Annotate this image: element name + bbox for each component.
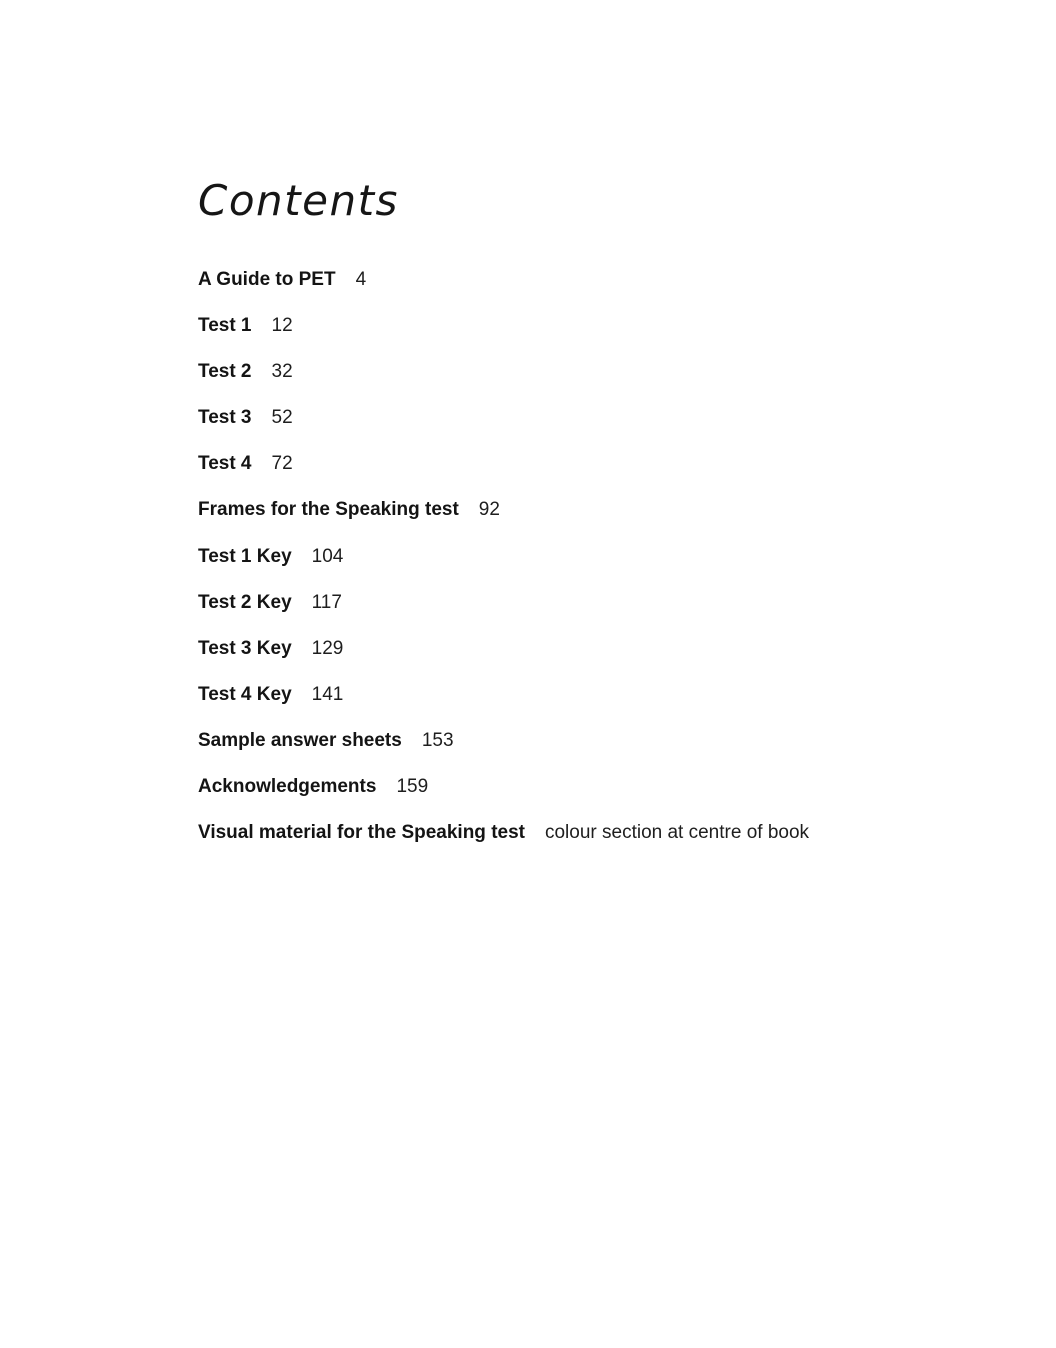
toc-entry — [198, 635, 809, 681]
toc-entry — [198, 681, 809, 727]
toc-entry-title: Test 4 Key — [198, 683, 292, 705]
toc-entry-page: 129 — [311, 637, 344, 659]
toc-entry-page: 153 — [421, 729, 454, 751]
table-of-contents — [198, 266, 809, 865]
toc-entry-page: 4 — [355, 269, 367, 290]
page-title: Contents — [198, 176, 399, 225]
toc-entry — [198, 589, 809, 635]
toc-entry-page: 159 — [396, 776, 429, 798]
toc-entry-page: 92 — [478, 499, 500, 521]
toc-entry-title: Test 2 — [198, 361, 252, 383]
toc-entry — [198, 450, 809, 496]
toc-entry-title: Test 4 — [198, 453, 252, 475]
toc-entry-page: 12 — [271, 315, 293, 337]
toc-entry-title: Test 3 Key — [198, 637, 292, 659]
toc-entry — [198, 727, 809, 773]
toc-entry-page: 117 — [311, 591, 342, 613]
toc-entry — [198, 312, 809, 358]
toc-entry — [198, 266, 809, 312]
toc-entry — [198, 404, 809, 450]
toc-entry-title: Visual material for the Speaking test — [198, 822, 525, 844]
toc-entry-title: Sample answer sheets — [198, 729, 402, 751]
toc-entry-title: Test 1 — [198, 315, 252, 337]
toc-entry-title: A Guide to PET — [198, 269, 336, 290]
toc-entry-title: Test 2 Key — [198, 591, 292, 613]
toc-entry-title: Acknowledgements — [198, 776, 377, 798]
toc-entry — [198, 773, 809, 819]
toc-entry — [198, 819, 809, 865]
toc-entry-page: 32 — [271, 361, 293, 383]
toc-entry — [198, 496, 809, 542]
toc-entry-title: Test 3 — [198, 407, 252, 429]
toc-entry — [198, 543, 809, 589]
toc-entry-page: 52 — [271, 407, 293, 429]
toc-entry-title: Test 1 Key — [198, 545, 292, 567]
toc-entry-page: 141 — [311, 683, 344, 705]
toc-entry-title: Frames for the Speaking test — [198, 499, 459, 521]
toc-entry-page: colour section at centre of book — [544, 822, 810, 844]
toc-entry-page: 104 — [311, 545, 344, 567]
toc-entry-page: 72 — [271, 453, 293, 475]
toc-entry — [198, 358, 809, 404]
